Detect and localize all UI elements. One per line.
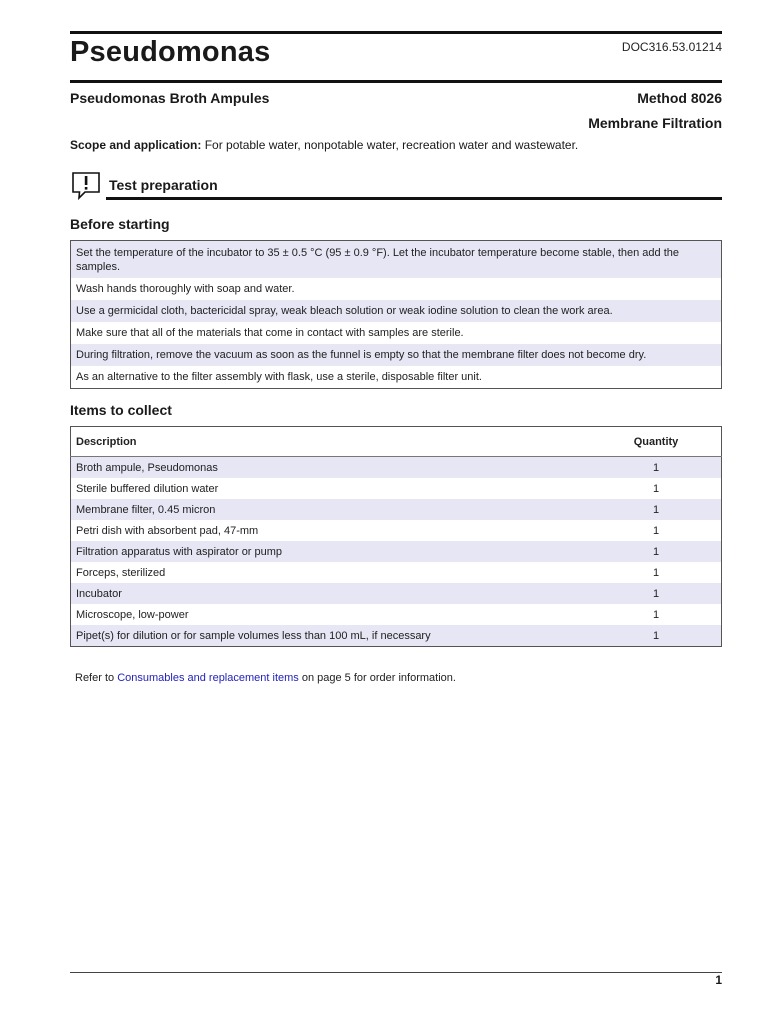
item-quantity: 1 [591,625,722,647]
method-number: Method 8026 [637,90,722,106]
title-rule [70,80,722,83]
scope-paragraph [70,138,578,152]
item-description: Membrane filter, 0.45 micron [71,499,592,520]
before-starting-list [70,240,722,389]
scope-label: Scope and application: [70,138,202,152]
items-to-collect-heading: Items to collect [70,402,172,418]
test-preparation-heading: Test preparation [109,177,218,193]
item-description: Filtration apparatus with aspirator or pump [71,541,592,562]
table-row [71,541,722,562]
page-title: Pseudomonas [70,36,271,68]
caution-icon [71,170,101,200]
before-starting-heading: Before starting [70,216,170,232]
scope-text: For potable water, nonpotable water, recreation water and wastewater. [201,138,579,152]
item-description: Sterile buffered dilution water [76,482,219,495]
table-row [71,583,722,604]
table-header-row [71,427,722,457]
item-description: Incubator [71,583,592,604]
table-row [71,604,722,625]
refer-prefix: Refer to [75,672,118,684]
item-quantity: 1 [591,457,722,479]
note-item: As an alternative to the filter assembly with flask, use a sterile, disposable filter unit. [76,371,482,383]
table-row [71,499,722,520]
note-item: Set the temperature of the incubator to 35 ± 0.5 °C (95 ± 0.9 °F). Let the incubator temperature become stable, then add the samples. [71,241,721,278]
column-header-description: Description [71,427,592,457]
refer-note [75,672,456,684]
page-number: 1 [715,973,722,987]
item-description: Petri dish with absorbent pad, 47-mm [76,524,259,537]
item-quantity: 1 [652,566,660,579]
item-quantity: 1 [591,499,722,520]
items-table [70,426,722,647]
table-row [71,562,722,583]
refer-suffix: on page 5 for order information. [298,672,456,684]
note-item: During filtration, remove the vacuum as soon as the funnel is empty so that the membrane filter does not become dry. [71,344,721,366]
top-rule [70,31,722,34]
table-row [71,478,722,499]
table-row [71,457,722,479]
item-description: Forceps, sterilized [76,566,166,579]
method-technique: Membrane Filtration [588,115,722,131]
note-item: Use a germicidal cloth, bactericidal spray, weak bleach solution or weak iodine solution to clean the work area. [71,300,721,322]
item-quantity: 1 [591,541,722,562]
consumables-link[interactable]: Consumables and replacement items [117,672,299,684]
note-item: Make sure that all of the materials that come in contact with samples are sterile. [76,327,464,339]
footer-rule [70,972,722,973]
table-row [71,520,722,541]
item-quantity: 1 [652,608,660,621]
test-preparation-rule [106,197,722,200]
item-description: Pipet(s) for dilution or for sample volumes less than 100 mL, if necessary [71,625,592,647]
table-row [71,625,722,647]
item-description: Microscope, low-power [76,608,189,621]
subtitle: Pseudomonas Broth Ampules [70,90,270,106]
item-quantity: 1 [591,583,722,604]
note-item: Wash hands thoroughly with soap and water. [76,283,295,295]
document-page [70,0,722,1024]
column-header-quantity: Quantity [591,427,722,457]
item-quantity: 1 [652,524,660,537]
item-description: Broth ampule, Pseudomonas [71,457,592,479]
item-quantity: 1 [652,482,660,495]
document-id: DOC316.53.01214 [621,40,722,54]
